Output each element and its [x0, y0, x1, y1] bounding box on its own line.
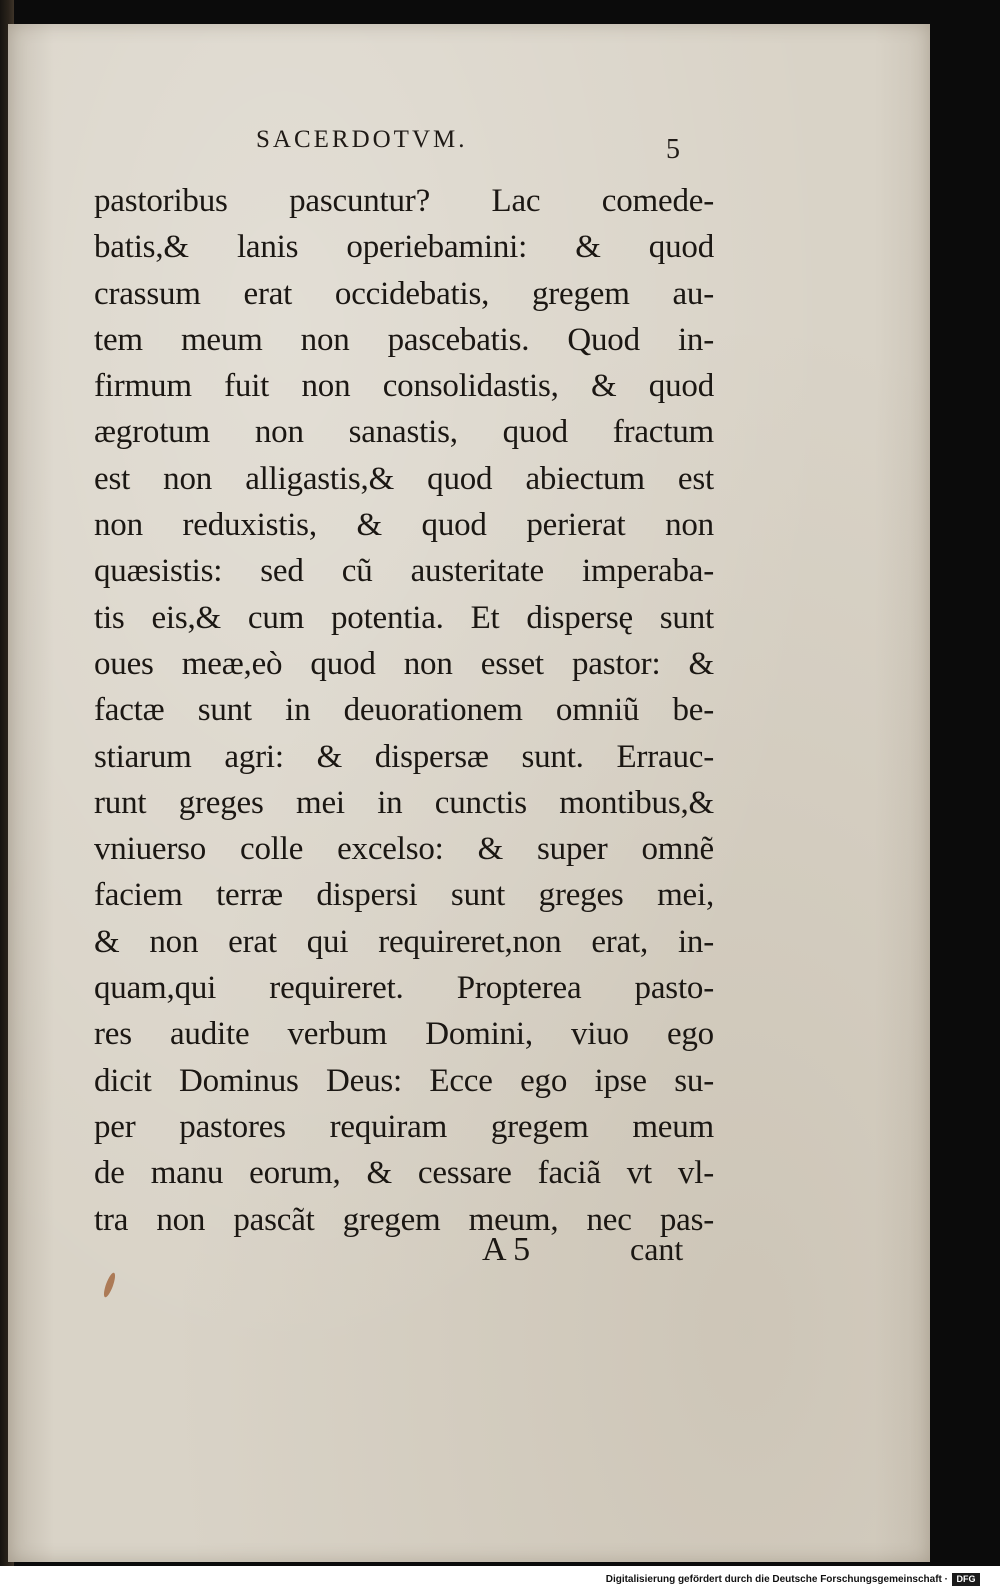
text-line: firmum fuit non consolidastis, & quod: [94, 368, 714, 405]
text-line: batis,& lanis operiebamini: & quod: [94, 229, 714, 266]
book-page: [8, 24, 930, 1562]
text-line: factæ sunt in deuorationem omniũ be-: [94, 692, 714, 729]
text-line: per pastores requiram gregem meum: [94, 1108, 714, 1145]
catchword: cant: [630, 1231, 684, 1267]
text-line: ægrotum non sanastis, quod fractum: [94, 414, 714, 451]
text-line: dicit Dominus Deus: Ecce ego ipse su-: [94, 1062, 714, 1099]
running-title: SACERDOTVM.: [256, 126, 468, 153]
text-line: vniuerso colle excelso: & super omnẽ: [94, 831, 714, 868]
text-line: tis eis,& cum potentia. Et dispersę sunt: [94, 599, 714, 636]
text-line: stiarum agri: & dispersæ sunt. Errauc-: [94, 738, 714, 775]
body-text: [94, 178, 714, 1243]
text-line: res audite verbum Domini, viuo ego: [94, 1016, 714, 1053]
signature-mark: A 5: [482, 1231, 531, 1268]
text-line: quæsistis: sed cũ austeritate imperaba-: [94, 553, 714, 590]
text-line: quam,qui requireret. Propterea pasto-: [94, 970, 714, 1007]
text-line: tem meum non pascebatis. Quod in-: [94, 321, 714, 358]
text-line: runt greges mei in cunctis montibus,&: [94, 784, 714, 821]
paper-stain: [102, 1272, 117, 1299]
text-line: de manu eorum, & cessare faciã vt vl-: [94, 1155, 714, 1192]
text-line: est non alligastis,& quod abiectum est: [94, 460, 714, 497]
digitization-credit: Digitalisierung gefördert durch die Deutsche Forschungsgemeinschaft ·: [605, 1574, 948, 1585]
text-line: crassum erat occidebatis, gregem au-: [94, 275, 714, 312]
text-line: tra non pascãt gregem meum, nec pas-: [94, 1201, 714, 1238]
text-line: non reduxistis, & quod perierat non: [94, 507, 714, 544]
page-number: 5: [666, 134, 680, 165]
text-line: pastoribus pascuntur? Lac comede-: [94, 183, 714, 219]
text-line: oues meæ,eò quod non esset pastor: &: [94, 645, 714, 682]
text-line: & non erat qui requireret,non erat, in-: [94, 923, 714, 960]
dfg-logo: DFG: [952, 1573, 980, 1586]
text-line: faciem terræ dispersi sunt greges mei,: [94, 877, 714, 914]
